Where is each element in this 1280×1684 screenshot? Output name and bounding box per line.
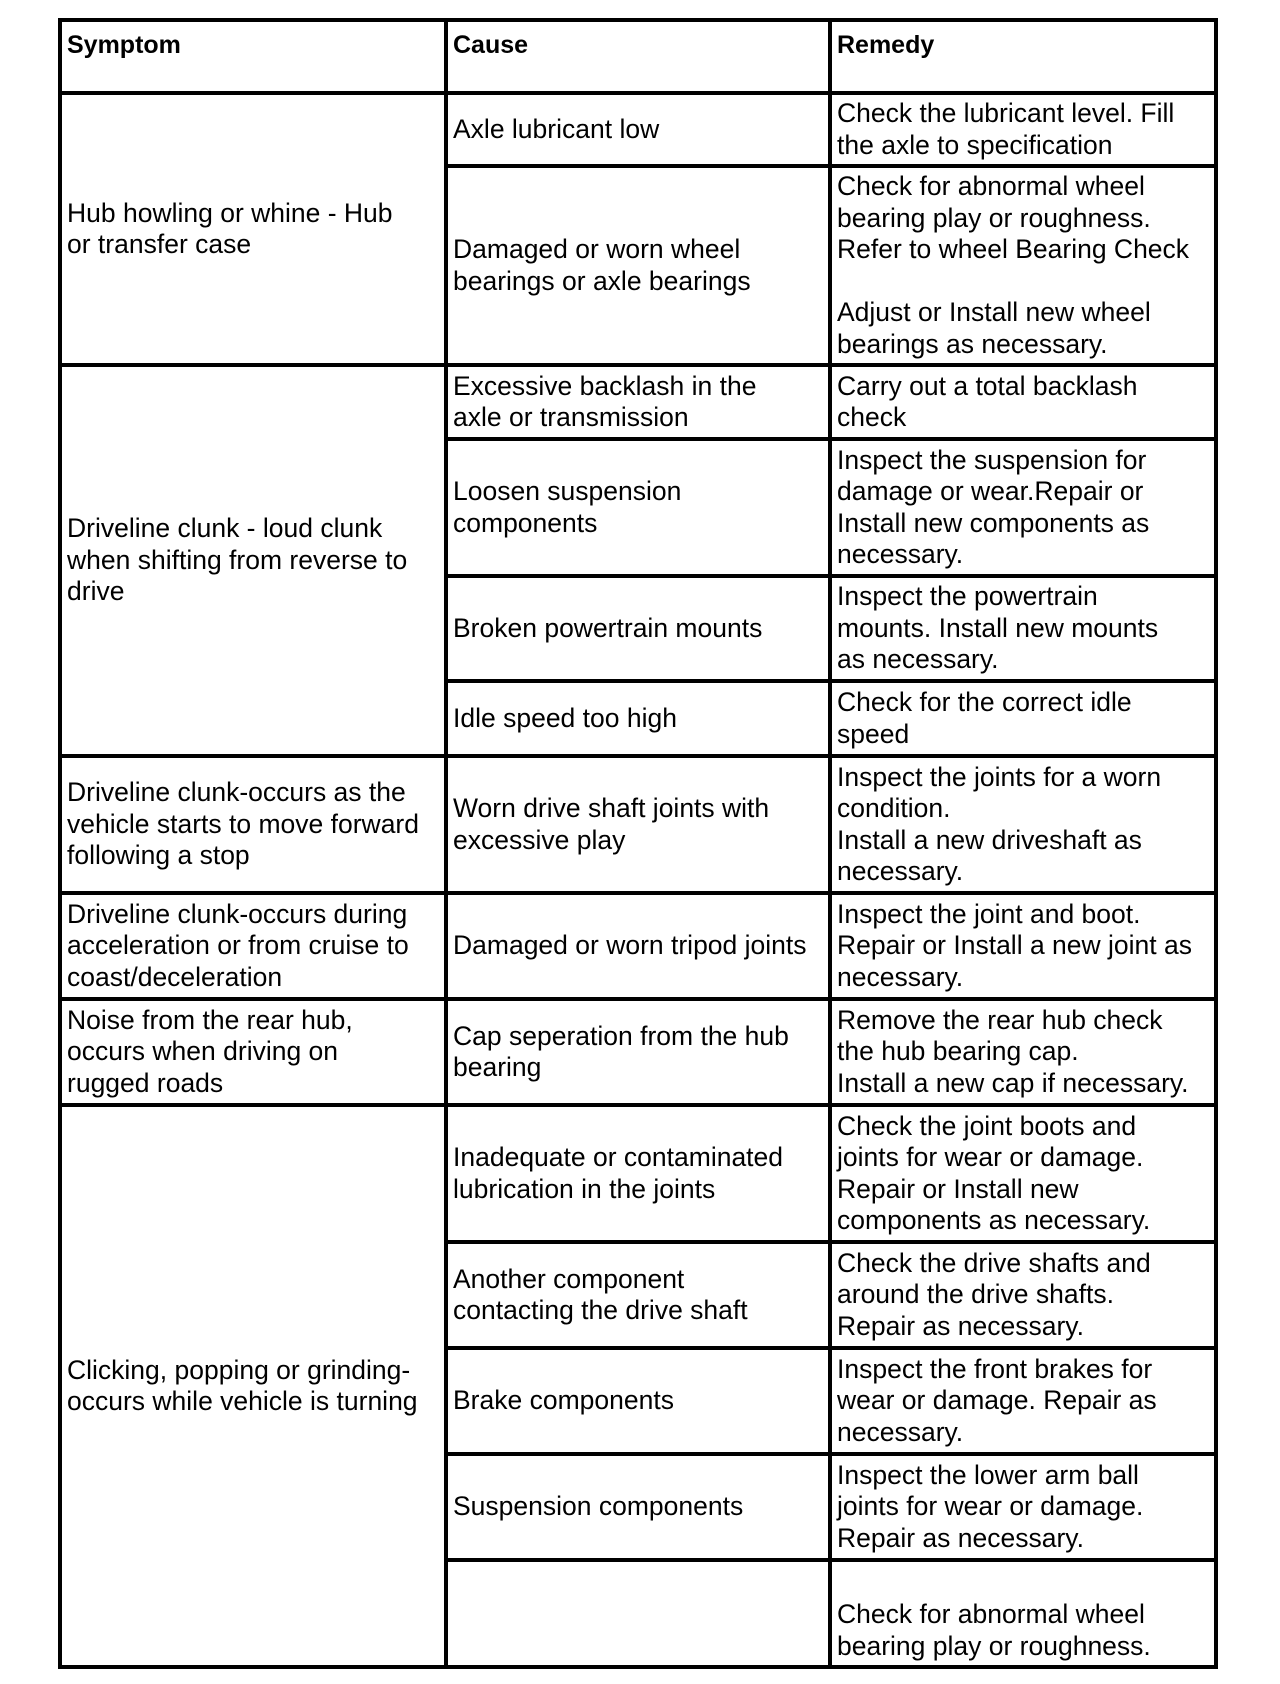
cause-cell: Worn drive shaft joints with excessive play bbox=[446, 756, 830, 893]
cause-cell: Idle speed too high bbox=[446, 681, 830, 756]
table-row bbox=[60, 756, 1216, 893]
troubleshooting-table bbox=[58, 18, 1218, 1669]
header-symptom: Symptom bbox=[60, 20, 446, 93]
remedy-cell: Inspect the powertrain mounts. Install new mounts as necessary. bbox=[830, 576, 1216, 681]
remedy-cell: Check the joint boots and joints for wear or damage. Repair or Install new components as necessary. bbox=[830, 1105, 1216, 1242]
symptom-cell: Driveline clunk-occurs as the vehicle starts to move forward following a stop bbox=[60, 756, 446, 893]
cause-cell: Excessive backlash in the axle or transmission bbox=[446, 365, 830, 439]
table-row bbox=[60, 893, 1216, 999]
symptom-cell: Driveline clunk-occurs during acceleration or from cruise to coast/deceleration bbox=[60, 893, 446, 999]
cause-cell: Another component contacting the drive shaft bbox=[446, 1242, 830, 1348]
table-row bbox=[60, 999, 1216, 1105]
remedy-cell: Check for abnormal wheel bearing play or roughness. Refer to wheel Bearing Check Adjust or Install new wheel bearings as necessary. bbox=[830, 166, 1216, 365]
table-row bbox=[60, 93, 1216, 166]
remedy-cell: Inspect the joint and boot. Repair or Install a new joint as necessary. bbox=[830, 893, 1216, 999]
table-row bbox=[60, 1105, 1216, 1242]
cause-cell: Damaged or worn tripod joints bbox=[446, 893, 830, 999]
remedy-cell: Inspect the front brakes for wear or damage. Repair as necessary. bbox=[830, 1348, 1216, 1454]
header-remedy: Remedy bbox=[830, 20, 1216, 93]
cause-cell bbox=[446, 1560, 830, 1667]
remedy-cell: Check for abnormal wheel bearing play or roughness. bbox=[830, 1560, 1216, 1667]
symptom-cell: Noise from the rear hub, occurs when driving on rugged roads bbox=[60, 999, 446, 1105]
cause-cell: Cap seperation from the hub bearing bbox=[446, 999, 830, 1105]
cause-cell: Broken powertrain mounts bbox=[446, 576, 830, 681]
remedy-cell: Remove the rear hub check the hub bearing cap. Install a new cap if necessary. bbox=[830, 999, 1216, 1105]
table-row bbox=[60, 365, 1216, 439]
cause-cell: Loosen suspension components bbox=[446, 439, 830, 576]
remedy-cell: Inspect the lower arm ball joints for wear or damage. Repair as necessary. bbox=[830, 1454, 1216, 1560]
remedy-cell: Inspect the joints for a worn condition. Install a new driveshaft as necessary. bbox=[830, 756, 1216, 893]
cause-cell: Axle lubricant low bbox=[446, 93, 830, 166]
cause-cell: Brake components bbox=[446, 1348, 830, 1454]
remedy-cell: Check the drive shafts and around the drive shafts. Repair as necessary. bbox=[830, 1242, 1216, 1348]
remedy-cell: Inspect the suspension for damage or wear.Repair or Install new components as necessary. bbox=[830, 439, 1216, 576]
symptom-cell: Clicking, popping or grinding- occurs while vehicle is turning bbox=[60, 1105, 446, 1667]
header-row bbox=[60, 20, 1216, 93]
cause-cell: Damaged or worn wheel bearings or axle bearings bbox=[446, 166, 830, 365]
remedy-cell: Carry out a total backlash check bbox=[830, 365, 1216, 439]
symptom-cell: Hub howling or whine - Hub or transfer case bbox=[60, 93, 446, 365]
cause-cell: Inadequate or contaminated lubrication in the joints bbox=[446, 1105, 830, 1242]
remedy-cell: Check for the correct idle speed bbox=[830, 681, 1216, 756]
cause-cell: Suspension components bbox=[446, 1454, 830, 1560]
symptom-cell: Driveline clunk - loud clunk when shifting from reverse to drive bbox=[60, 365, 446, 756]
remedy-cell: Check the lubricant level. Fill the axle to specification bbox=[830, 93, 1216, 166]
header-cause: Cause bbox=[446, 20, 830, 93]
